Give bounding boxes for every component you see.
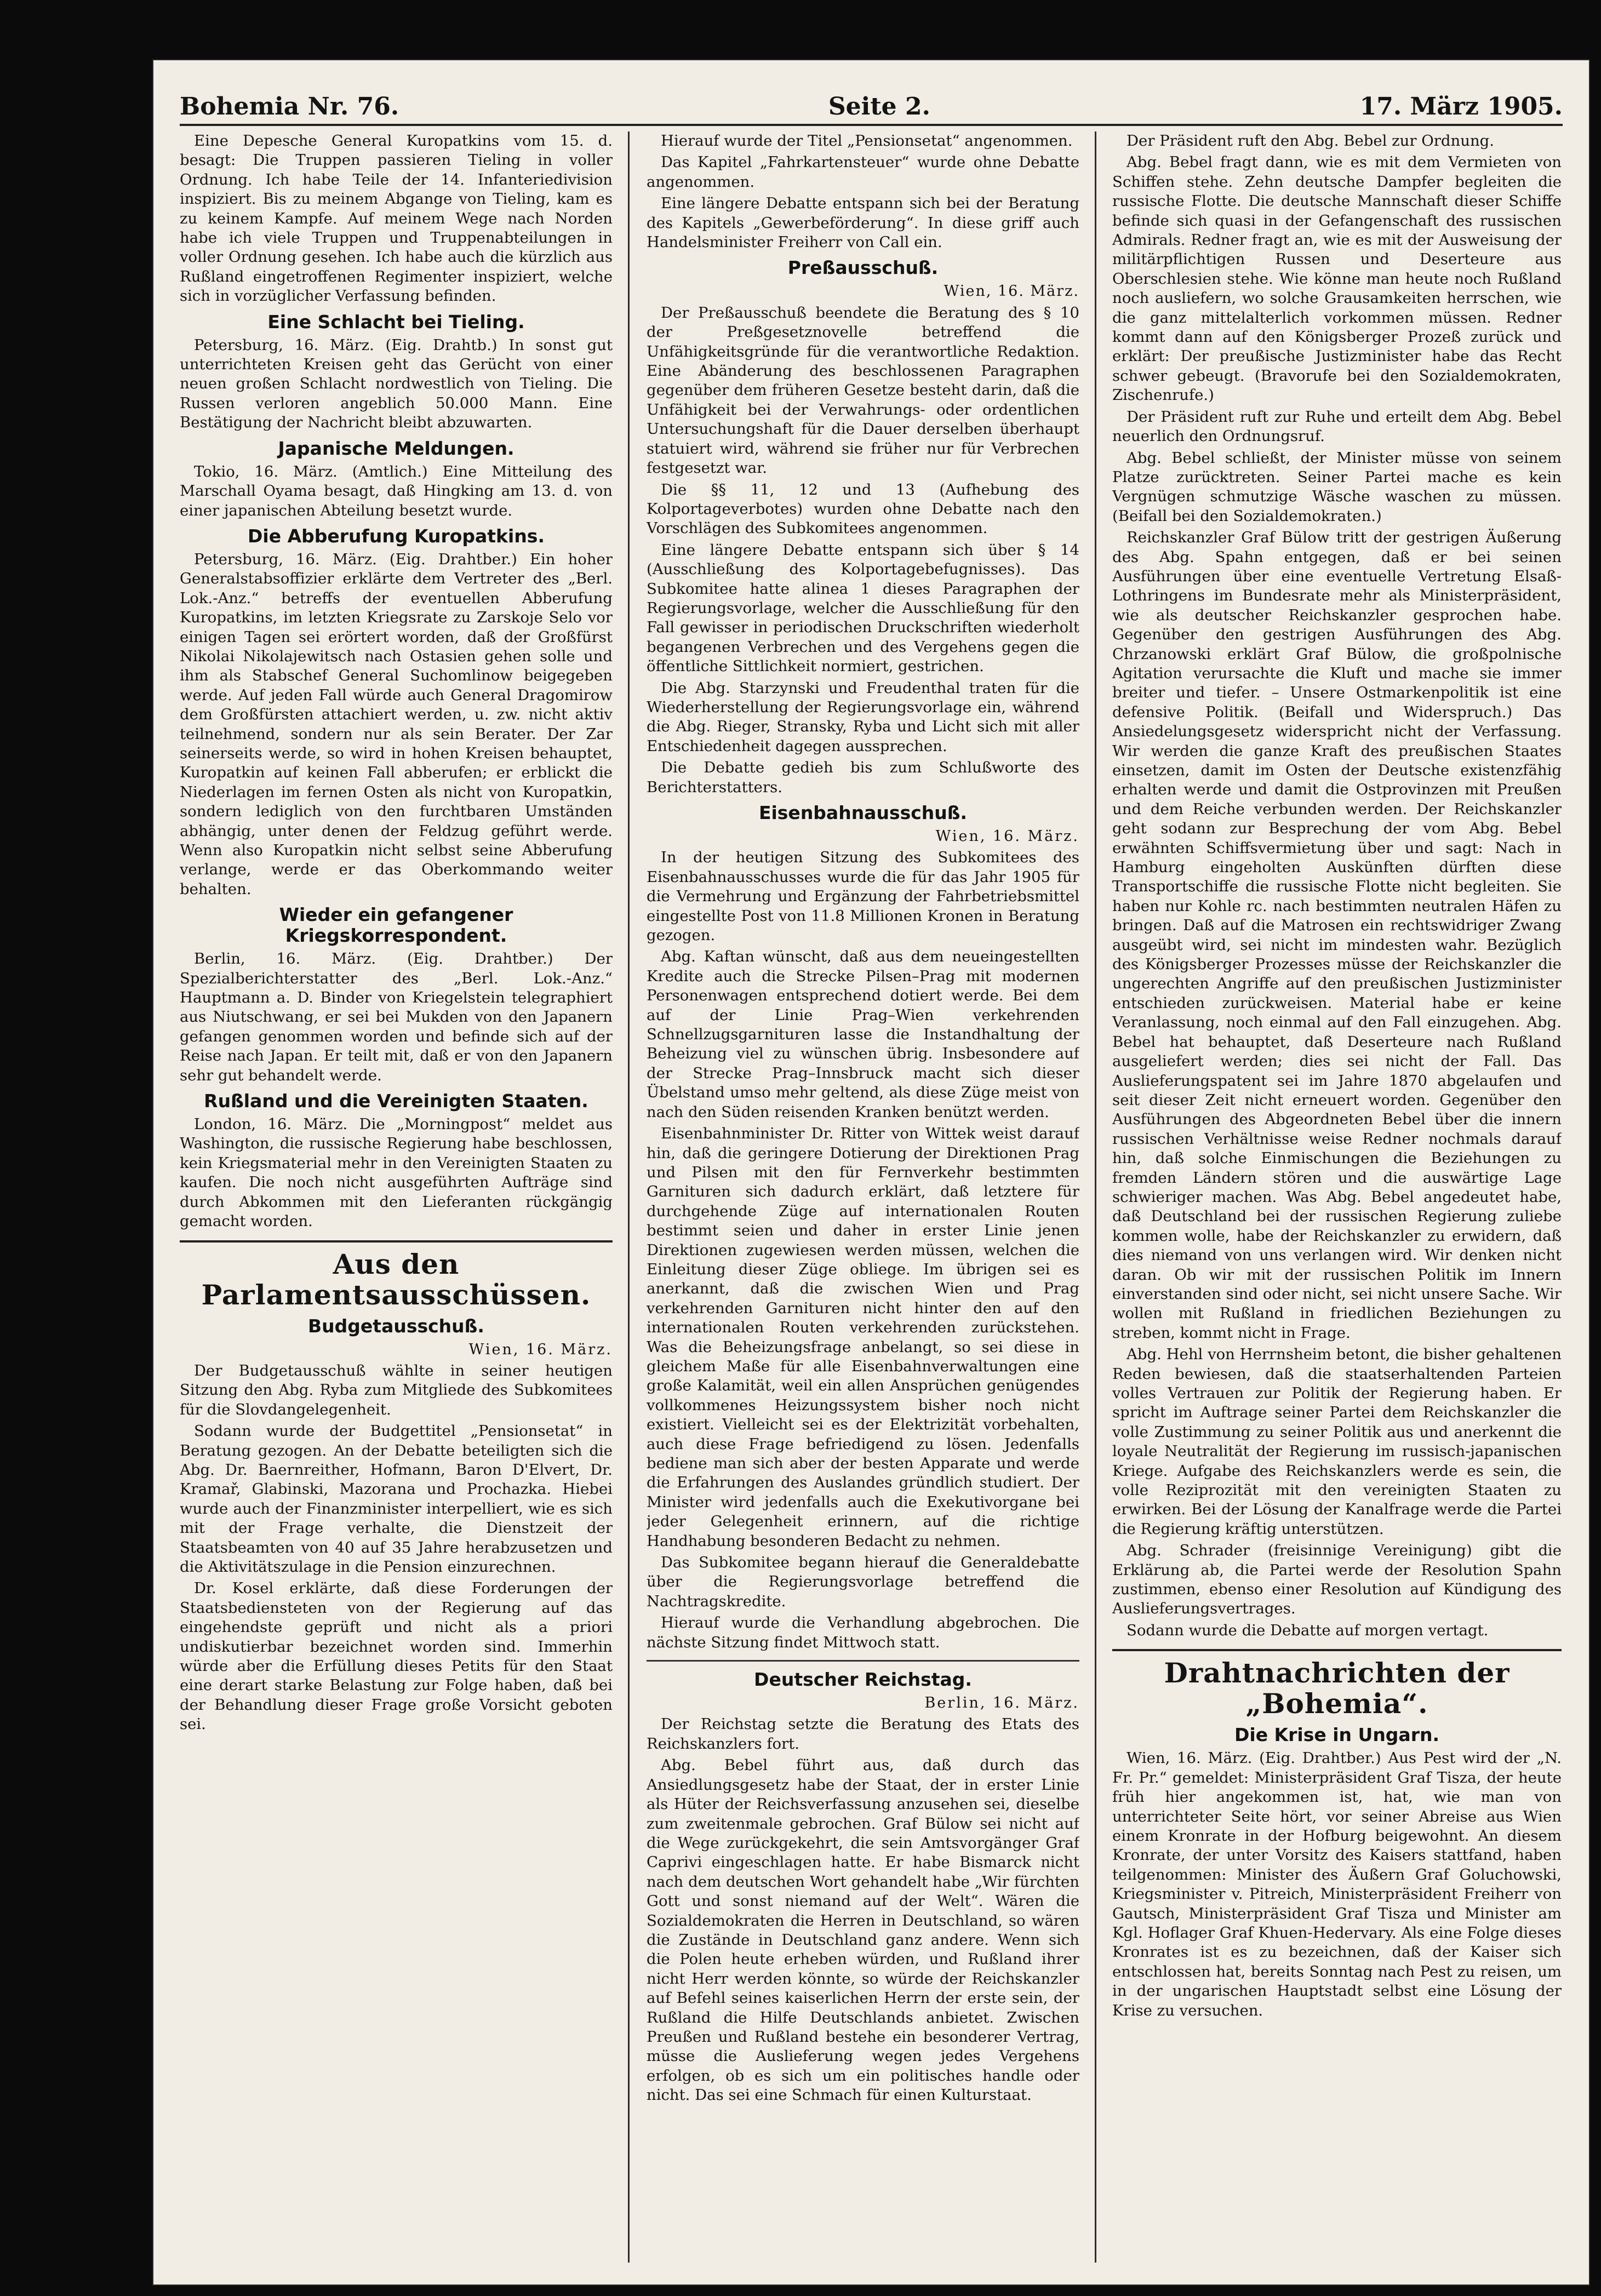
article-paragraph: Petersburg, 16. März. (Eig. Drahtb.) In sonst gut unterrichteten Kreisen geht das Gerücht von einer neuen großen Schlacht nordwestlich von Tieling. Die Russen verloren angeblich 50.000 Mann. Eine Bestätigung der Nachricht bleibt abzuwarten.: [180, 336, 613, 432]
article-paragraph: Abg. Hehl von Herrnsheim betont, die bisher gehaltenen Reden bewiesen, daß die staatserhaltenden Parteien volles Vertrauen zur Politik der Regierung haben. Er spricht im Auftrage seiner Partei dem Reichskanzler die volle Zustimmung zu seiner Politik aus und anerkennt die loyale Neutralität der Regierung im russisch-japanischen Kriege. Aufgabe des Reichskanzlers werde es sein, die volle Reziprozität mit den vereinigten Staaten zu erwirken. Bei der Lösung der Kanalfrage werde die Partei die Regierung kräftig unterstützen.: [1112, 1345, 1562, 1538]
article-paragraph: Die Abg. Starzynski und Freudenthal traten für die Wiederherstellung der Regierungsvorlage ein, während die Abg. Rieger, Stransky, Ryba und Licht sich mit aller Entschiedenheit dagegen aussprechen.: [647, 679, 1079, 755]
article-paragraph: Dr. Kosel erklärte, daß diese Forderungen der Staatsbediensteten von der Regierung auf das eingehendste geprüft und nicht als a priori undiskutierbar bezeichnet worden sind. Immerhin würde aber die Erfüllung dieses Petits für den Staat eine derart starke Belastung zur Folge haben, daß bei der Behandlung dieser Frage große Vorsicht geboten sei.: [180, 1579, 613, 1733]
article-paragraph: Hierauf wurde die Verhandlung abgebrochen. Die nächste Sitzung findet Mittwoch statt.: [647, 1614, 1079, 1651]
article-paragraph: Der Präsident ruft den Abg. Bebel zur Ordnung.: [1127, 132, 1495, 150]
article-paragraph: Der Präsident ruft zur Ruhe und erteilt dem Abg. Bebel neuerlich den Ordnungsruf.: [1112, 408, 1562, 445]
article-paragraph: Tokio, 16. März. (Amtlich.) Eine Mitteilung des Marschall Oyama besagt, daß Hingking am 13. d. von einer japanischen Abteilung besetzt wurde.: [180, 462, 613, 519]
column-1: [180, 131, 613, 2263]
page-header: [180, 77, 1563, 126]
article-heading: Japanische Meldungen.: [278, 437, 514, 459]
separator-rule: [647, 1660, 1079, 1662]
column-divider: [1095, 131, 1096, 2263]
article-paragraph: Reichskanzler Graf Bülow tritt der gestrigen Äußerung des Abg. Spahn entgegen, daß er bei seinen Ausführungen über eine eventuelle Vertretung Elsaß-Lothringens im Bundesrate mehr als Ministerpräsident, wie als deutscher Reichskanzler gesprochen habe. Gegenüber den gestrigen Ausführungen des Abg. Chrzanowski erklärt Graf Bülow, die großpolnische Agitation verursachte die Kluft und mache sie immer breiter und tiefer. – Unsere Ostmarkenpolitik ist eine defensive Politik. (Beifall und Widerspruch.) Das Ansiedelungsgesetz widerspricht nicht der Verfassung. Wir werden die ganze Kraft des preußischen Staates einsetzen, damit im Osten der Deutsche existenzfähig erhalten werde und damit die Ostprovinzen mit Preußen und dem Reiche verbunden werden. Der Reichskanzler geht sodann zur Besprechung der vom Abg. Bebel erwähnten Schiffsvermietung über und sagt: Nach in Hamburg eingeholten Auskünften dürften diese Transportschiffe die russische Flotte nicht begleiten. Sie haben nur Kohle rc. nach bestimmten neutralen Häfen zu bringen. Daß auf die Matrosen ein rechtswidriger Zwang ausgeübt wird, sei nicht im mindesten wahr. Bezüglich des Königsberger Prozesses müsse der Reichskanzler die ungerechten Angriffe auf den preußischen Justizminister entschieden zurückweisen. Material habe er keine Veranlassung, noch einmal auf den Fall einzugehen. Abg. Bebel hat behauptet, daß Deserteure nach Rußland ausgeliefert werden; dies sei nicht der Fall. Das Auslieferungspatent sei im Jahre 1870 abgelaufen und seit dieser Zeit nicht erneuert worden. Gegenüber den Ausführungen des Abgeordneten Bebel über die innern russischen Verhältnisse weise Redner nochmals darauf hin, daß solche Einmischungen die Beziehungen zu fremden Ländern stören und die auswärtige Lage schwieriger machen. Was Abg. Bebel angedeutet habe, daß Deutschland bei der russischen Regierung zuliebe kommen wolle, habe der Reichskanzler zu erwidern, daß dies niemand von uns verlangen wird. Wir denken nicht daran. Ob wir mit der russischen Politik im Innern einverstanden sind oder nicht, sei nicht unsere Sache. Wir wollen mit Rußland in friedlichen Beziehungen zu streben, kommt nicht in Frage.: [1112, 529, 1562, 1342]
section-heading: Aus den Parlamentsausschüssen.: [180, 1240, 613, 1310]
column-3: [1112, 131, 1562, 2263]
article-heading: Preßausschuß.: [787, 257, 939, 279]
dateline: Wien, 16. März.: [935, 828, 1079, 845]
article-paragraph: Eine längere Debatte entspann sich über § 14 (Ausschließung des Kolportagebefugnisses). Das Subkomitee hatte alinea 1 dieses Paragraphen der Regierungsvorlage, welcher die Ausschließung für den Fall gewisser in periodischen Druckschriften wiederholt begangenen Verbrechen und des Vergehens gegen die öffentliche Sittlichkeit normiert, gestrichen.: [647, 541, 1079, 675]
article-paragraph: Abg. Bebel schließt, der Minister müsse von seinem Platze zurücktreten. Seiner Partei mache es kein Vergnügen schmutzige Wäsche waschen zu müssen. (Beifall bei den Sozialdemokraten.): [1112, 449, 1562, 525]
dateline: Wien, 16. März.: [944, 283, 1079, 300]
article-paragraph: Der Budgetausschuß wählte in seiner heutigen Sitzung den Abg. Ryba zum Mitgliede des Subkomitees für die Slovdangelegenheit.: [180, 1361, 613, 1418]
article-paragraph: Die §§ 11, 12 und 13 (Aufhebung des Kolportageverbotes) wurden ohne Debatte nach den Vorschlägen des Subkomitees angenommen.: [647, 480, 1079, 537]
dateline: Wien, 16. März.: [468, 1341, 613, 1358]
article-heading: Wieder ein gefangener Kriegskorrespondent.: [279, 904, 513, 947]
article-heading: Die Abberufung Kuropatkins.: [248, 525, 545, 547]
article-heading: Rußland und die Vereinigten Staaten.: [204, 1090, 588, 1112]
issue-number: Bohemia Nr. 76.: [180, 93, 399, 121]
article-paragraph: Eine längere Debatte entspann sich bei der Beratung des Kapitels „Gewerbeförderung“. In diese griff auch Handelsminister Freiherr von Call ein.: [647, 194, 1079, 251]
article-heading: Die Krise in Ungarn.: [1234, 1724, 1440, 1746]
dateline: Berlin, 16. März.: [924, 1694, 1079, 1712]
article-heading: Deutscher Reichstag.: [754, 1669, 972, 1691]
article-heading: Eine Schlacht bei Tieling.: [267, 311, 525, 333]
article-paragraph: Wien, 16. März. (Eig. Drahtber.) Aus Pest wird der „N. Fr. Pr.“ gemeldet: Ministerpräsident Graf Tisza, der heute früh hier angekommen ist, hat, wie man von unterrichteter Seite hört, vor seiner Abreise aus Wien einem Kronrate in der Hofburg beigewohnt. An diesem Kronrate, der unter Vorsitz des Kaisers stattfand, haben teilgenommen: Minister des Äußern Graf Goluchowski, Kriegsminister v. Pitreich, Ministerpräsident Freiherr von Gautsch, Ministerpräsident Graf Tisza und Minister am Kgl. Hoflager Graf Khuen-Hedervary. Als eine Folge dieses Kronrates ist es zu bezeichnen, daß der Kaiser sich entschlossen hat, bereits Sonntag nach Pest zu reisen, um in der ungarischen Hauptstadt selbst eine Lösung der Krise zu versuchen.: [1112, 1749, 1562, 2019]
article-paragraph: Das Subkomitee begann hierauf die Generaldebatte über die Regierungsvorlage betreffend die Nachtragskredite.: [647, 1554, 1079, 1610]
article-paragraph: Die Debatte gedieh bis zum Schlußworte des Berichterstatters.: [647, 759, 1079, 796]
column-2: [647, 131, 1079, 2263]
article-paragraph: Eine Depesche General Kuropatkins vom 15. d. besagt: Die Truppen passieren Tieling in voller Ordnung. Ich habe Teile der 14. Infanteriedivision inspiziert. Bis zu meinem Abgange von Tieling, kam es zu keinem Kampfe. Auf meinem Wege nach Norden habe ich viele Truppen und Truppenabteilungen in voller Ordnung gesehen. Ich habe auch die kürzlich aus Rußland eingetroffenen Regimenter inspiziert, welche sich in vorzüglicher Verfassung befinden.: [180, 132, 613, 305]
section-heading: Drahtnachrichten der „Bohemia“.: [1112, 1649, 1562, 1719]
article-paragraph: Berlin, 16. März. (Eig. Drahtber.) Der Spezialberichterstatter des „Berl. Lok.-Anz.“ Hauptmann a. D. Binder von Kriegelstein telegraphiert aus Niutschwang, er sei bei Mukden von den Japanern gefangen genommen worden und befinde sich auf der Reise nach Japan. Er teilt mit, daß er von den Japanern sehr gut behandelt werde.: [180, 950, 613, 1084]
article-heading: Budgetausschuß.: [308, 1315, 484, 1337]
article-paragraph: London, 16. März. Die „Morningpost“ meldet aus Washington, die russische Regierung habe beschlossen, kein Kriegsmaterial mehr in den Vereinigten Staaten zu kaufen. Die noch nicht ausgeführten Aufträge sind durch Abkommen mit den Lieferanten rückgängig gemacht worden.: [180, 1115, 613, 1230]
article-paragraph: Sodann wurde der Budgettitel „Pensionsetat“ in Beratung gezogen. An der Debatte beteiligten sich die Abg. Dr. Baernreither, Hofmann, Baron D'Elvert, Dr. Kramař, Glabinski, Mazorana und Prochazka. Hiebei wurde auch der Finanzminister interpelliert, wie es sich mit der Frage verhalte, die Dienstzeit der Staatsbeamten von 40 auf 35 Jahre herabzusetzen und die Aktivitätszulage in die Pension einzurechnen.: [180, 1422, 613, 1576]
article-paragraph: Hierauf wurde der Titel „Pensionsetat“ angenommen.: [661, 132, 1073, 150]
article-paragraph: Abg. Bebel führt aus, daß durch das Ansiedlungsgesetz habe der Staat, der in erster Linie als Hüter der Reichsverfassung anzusehen sei, dieselbe zum zweitenmale gebrochen. Graf Bülow sei nicht auf die Wege zurückgekehrt, die sein Amtsvorgänger Graf Caprivi eingeschlagen hatte. Er habe Bismarck nicht nach dem deutschen Wort gehandelt habe „Wir fürchten Gott und sonst niemand auf der Welt“. Wären die Sozialdemokraten die Herren in Deutschland, so wären die Zustände in Deutschland ganz andere. Wenn sich die Polen heute erheben würden, und Rußland ihrer nicht Herr werden könnte, so würde der Reichskanzler auf Befehl seines kaiserlichen Herrn der erste sein, der Rußland die Hilfe Deutschlands anbietet. Zwischen Preußen und Rußland bestehe ein besonderer Vertrag, müsse die Auslieferung wegen jedes Vergehens erfolgen, ob es sich um ein politisches handle oder nicht. Das sei eine Schmach für einen Kulturstaat.: [647, 1756, 1079, 2104]
article-paragraph: Der Preßausschuß beendete die Beratung des § 10 der Preßgesetznovelle betreffend die Unfähigkeitsgründe für die verantwortliche Redaktion. Eine Abänderung des beschlossenen Paragraphen gegenüber dem früheren Gesetze besteht darin, daß die Unfähigkeit bei der Verwahrungs- oder ordentlichen Untersuchungshaft für die Dauer derselben überhaupt statuiert wird, während sie früher nur für Verbrechen festgesetzt war.: [647, 304, 1079, 477]
page-number: Seite 2.: [828, 93, 930, 121]
article-paragraph: Das Kapitel „Fahrkartensteuer“ wurde ohne Debatte angenommen.: [647, 153, 1079, 191]
article-paragraph: Abg. Bebel fragt dann, wie es mit dem Vermieten von Schiffen stehe. Zehn deutsche Dampfer begleiten die russische Flotte. Die deutsche Mannschaft dieser Schiffe befinde sich quasi in der Gefangenschaft des russischen Admirals. Redner fragt an, wie es mit der Ausweisung der militärpflichtigen Russen und Deserteure aus Oberschlesien stehe. Wie könne man heute noch Rußland noch ausliefern, wo solche Grausamkeiten herrschen, wie die ganz mittelalterlich vorkommen müssen. Redner kommt dann auf den Königsberger Prozeß zurück und erklärt: Der preußische Justizminister habe das Recht schwer gebeugt. (Bravorufe bei den Sozialdemokraten, Zischenrufe.): [1112, 153, 1562, 404]
article-paragraph: Abg. Kaftan wünscht, daß aus dem neueingestellten Kredite auch die Strecke Pilsen–Prag mit modernen Personenwagen entsprechend dotiert werde. Bei dem auf der Linie Prag–Wien verkehrenden Schnellzugsgarnituren lasse die Instandhaltung der Beheizung viel zu wünschen übrig. Insbesondere auf der Strecke Prag–Innsbruck macht sich dieser Übelstand umso mehr geltend, als diese Züge meist von nach den Süden reisenden Kranken benützt werden.: [647, 948, 1079, 1121]
article-paragraph: In der heutigen Sitzung des Subkomitees des Eisenbahnausschusses wurde die für das Jahr 1905 für die Vermehrung und Ergänzung der Fahrbetriebsmittel eingestellte Post von 11.8 Millionen Kronen in Beratung gezogen.: [647, 849, 1079, 944]
issue-date: 17. März 1905.: [1359, 93, 1563, 121]
newspaper-page: [153, 60, 1589, 2284]
article-paragraph: Eisenbahnminister Dr. Ritter von Wittek weist darauf hin, daß die geringere Dotierung der Direktionen Prag und Pilsen mit den für Fernverkehr bestimmten Garnituren sich dadurch erklärt, daß letztere für durchgehende Züge auf internationalen Routen bestimmt seien und daher in erster Linie jenen Direktionen zugewiesen werden müssen, welchen die Einleitung dieser Züge obliege. Im übrigen sei es anerkannt, daß die zwischen Wien und Prag verkehrenden Garnituren nicht hinter den auf den internationalen Routen verkehrenden zurückstehen. Was die Beheizungsfrage anbelangt, so sei diese in gleichem Maße für alle Eisenbahnverwaltungen eine große Kalamität, weil ein allen Ansprüchen genügendes vollkommenes Heizungssystem bisher noch nicht existiert. Vielleicht sei es der Elektrizität vorbehalten, auch diese Frage befriedigend zu lösen. Jedenfalls bediene man sich aber der besten Apparate und werde die Erfahrungen des Auslandes gründlich studiert. Der Minister wird jedenfalls auch die Exekutivorgane bei jeder Gelegenheit erinnern, auf die richtige Handhabung besonderen Bedacht zu nehmen.: [647, 1125, 1079, 1550]
article-paragraph: Sodann wurde die Debatte auf morgen vertagt.: [1127, 1621, 1489, 1639]
article-heading: Eisenbahnausschuß.: [758, 802, 968, 823]
article-paragraph: Abg. Schrader (freisinnige Vereinigung) gibt die Erklärung ab, die Partei werde der Resolution Spahn zustimmen, ebenso einer Resolution auf Kündigung des Auslieferungsvertrages.: [1112, 1542, 1562, 1618]
column-divider: [628, 131, 630, 2263]
article-paragraph: Der Reichstag setzte die Beratung des Etats des Reichskanzlers fort.: [647, 1715, 1079, 1753]
article-paragraph: Petersburg, 16. März. (Eig. Drahtber.) Ein hoher Generalstabsoffizier erklärte dem Vertreter des „Berl. Lok.-Anz.“ betreffs der eventuellen Abberufung Kuropatkins, im letzten Kriegsrate zu Zarskoje Selo vor einigen Tagen sei erörtert worden, daß der Großfürst Nikolai Nikolajewitsch nach Ostasien gehen solle und ihm als Stabschef General Suchomlinow beigegeben werde. Auf jeden Fall würde auch General Dragomirow dem Großfürsten attachiert werden, u. zw. nicht aktiv teilnehmend, sondern nur als sein Berater. Der Zar seinerseits werde, so wird in hohen Kreisen behauptet, Kuropatkin auf keinen Fall abberufen; er erblickt die Niederlagen im fernen Osten als nicht von Kuropatkin, sondern lediglich von den furchtbaren Umständen abhängig, unter denen der Feldzug geführt werde. Wenn also Kuropatkin nicht selbst seine Abberufung verlange, werde er das Oberkommando weiter behalten.: [180, 550, 613, 898]
